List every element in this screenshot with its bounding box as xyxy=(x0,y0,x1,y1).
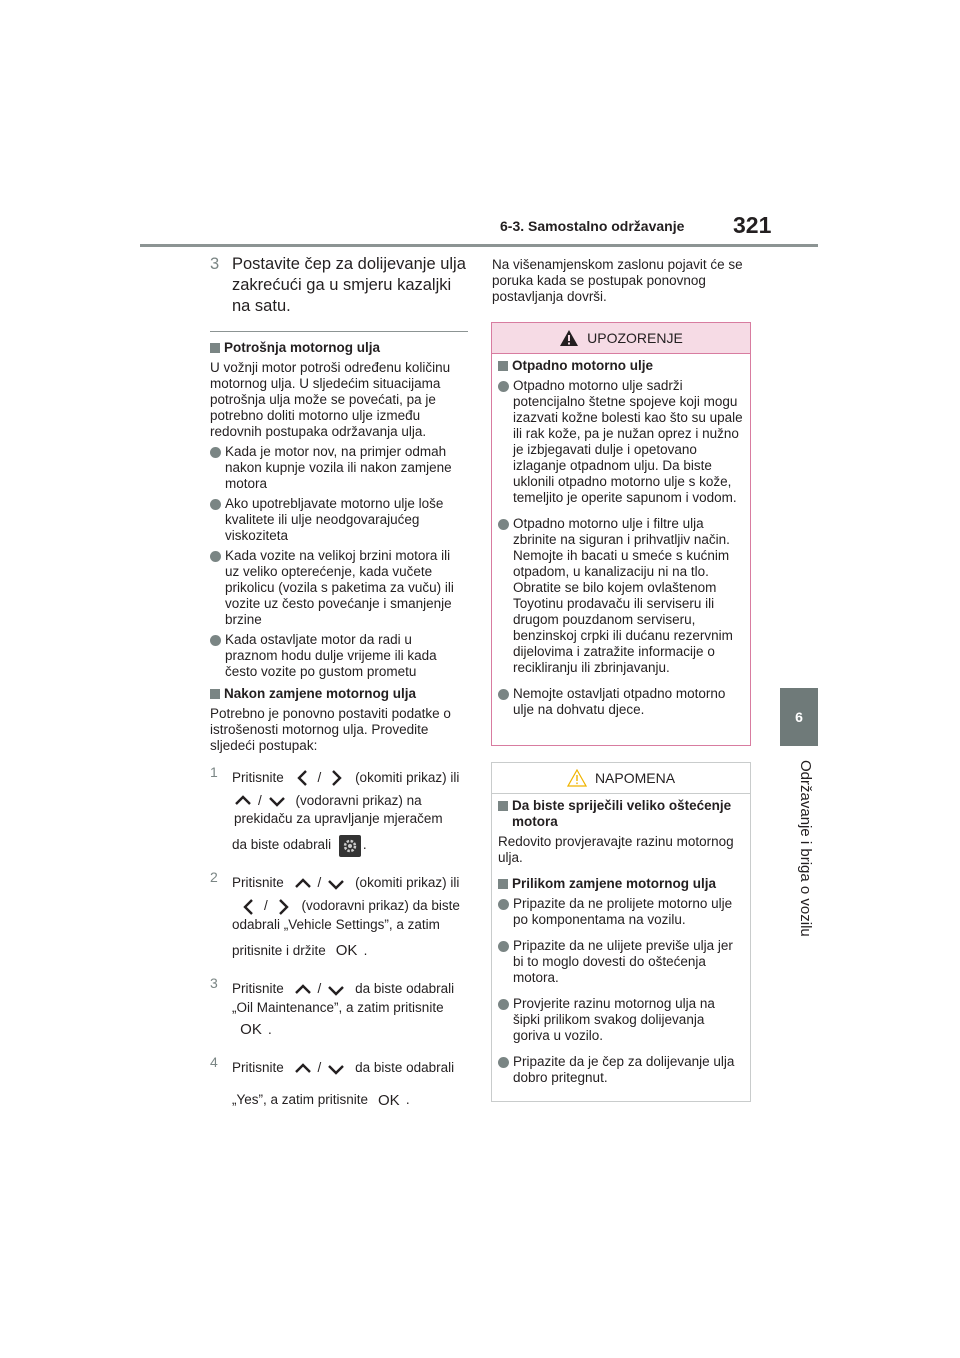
notice-box xyxy=(491,762,751,1102)
ok-icon: OK xyxy=(335,942,358,960)
warning-triangle-icon xyxy=(567,769,587,787)
chevron-up-icon xyxy=(234,792,252,810)
chevron-left-icon xyxy=(294,769,312,787)
left-column xyxy=(210,254,468,1115)
procedure-step-4: 4 Pritisnite / da biste odabrali „Yes”, a zatim pritisnite OK . xyxy=(210,1054,468,1114)
list-item: Otpadno motorno ulje sadrži potencijalno štetne spojeve koji mogu izazvati kožne bolesti kao što su upale ili rak kože, pa je nužan oprez i nužno je izbjegavati dulje i opetovano izlaganje otpadnom ulju. Da biste uklonili otpadno motorno ulje s kože, temeljito je operite sapunom i vodom. xyxy=(498,378,744,506)
chevron-left-icon xyxy=(240,898,258,916)
step-number: 4 xyxy=(210,1054,218,1071)
round-bullet-icon xyxy=(210,499,221,510)
list-item: Kada vozite na velikoj brzini motora ili uz veliko opterećenje, kada vučete prikolicu (vozila s paketima za vuču) ili vozite uz često povećanje i smanjenje brzine xyxy=(210,548,468,628)
square-bullet-icon xyxy=(498,361,508,371)
square-bullet-icon xyxy=(210,343,220,353)
reset-complete-note: Na višenamjenskom zaslonu pojavit će se poruka kada se postupak ponovnog postavljanja dovrši. xyxy=(492,257,743,304)
section-after-change-title: Nakon zamjene motornog ulja xyxy=(210,686,468,702)
procedure-step-2: 2 Pritisnite / (okomiti prikaz) ili / (vodoravni prikaz) da biste odabrali „Vehicle Settings”, a zatim pritisnite i držite OK . xyxy=(210,869,468,965)
square-bullet-icon xyxy=(498,879,508,889)
section-oil-change-title: Prilikom zamjene motornog ulja xyxy=(498,876,744,892)
header-rule xyxy=(140,244,818,247)
divider xyxy=(210,331,468,332)
chapter-tab: 6 xyxy=(780,688,818,746)
list-item: Pripazite da ne ulijete previše ulja jer bi to moglo dovesti do oštećenja motora. xyxy=(498,938,744,986)
square-bullet-icon xyxy=(210,689,220,699)
step-3-fill-cap xyxy=(210,254,468,317)
square-bullet-icon xyxy=(498,801,508,811)
list-item: Ako upotrebljavate motorno ulje loše kvalitete ili ulje neodgovarajućeg viskoziteta xyxy=(210,496,468,544)
warning-box xyxy=(491,322,751,746)
step-number: 3 xyxy=(210,975,218,992)
chevron-down-icon xyxy=(327,1060,345,1078)
chevron-down-icon xyxy=(327,981,345,999)
warning-header: UPOZORENJE xyxy=(492,323,750,354)
chapter-label: Održavanje i briga o vozilu xyxy=(797,760,814,937)
list-item: Provjerite razinu motornog ulja na šipki prilikom svakog dolijevanja goriva u vozilo. xyxy=(498,996,744,1044)
chevron-up-icon xyxy=(294,875,312,893)
chevron-up-icon xyxy=(294,1060,312,1078)
section-waste-oil-title: Otpadno motorno ulje xyxy=(498,358,744,374)
procedure-step-1: 1 Pritisnite / (okomiti prikaz) ili / (vodoravni prikaz) na prekidaču za upravljanje mjeračem da biste odabrali . xyxy=(210,764,468,859)
chevron-down-icon xyxy=(268,792,286,810)
chevron-down-icon xyxy=(327,875,345,893)
ok-icon: OK xyxy=(377,1091,400,1109)
round-bullet-icon xyxy=(498,689,509,700)
section-prevent-damage-title: Da biste spriječili veliko oštećenje motora xyxy=(498,798,744,830)
round-bullet-icon xyxy=(498,519,509,530)
section-title: 6-3. Samostalno održavanje xyxy=(500,218,685,234)
round-bullet-icon xyxy=(210,551,221,562)
list-item: Kada ostavljate motor da radi u praznom hodu dulje vrijeme ili kada često vozite po gustom prometu xyxy=(210,632,468,680)
step-text: Postavite čep za dolijevanje ulja zakrećući ga u smjeru kazaljki na satu. xyxy=(232,255,466,315)
list-item: Pripazite da ne prolijete motorno ulje po komponentama na vozilu. xyxy=(498,896,744,928)
after-change-intro: Potrebno je ponovno postaviti podatke o istrošenosti motornog ulja. Provedite sljedeći postupak: xyxy=(210,706,451,753)
chevron-up-icon xyxy=(294,981,312,999)
round-bullet-icon xyxy=(498,999,509,1010)
step-number: 1 xyxy=(210,764,218,780)
chevron-right-icon xyxy=(274,898,292,916)
round-bullet-icon xyxy=(210,635,221,646)
round-bullet-icon xyxy=(210,447,221,458)
list-item: Pripazite da je čep za dolijevanje ulja dobro pritegnut. xyxy=(498,1054,744,1086)
warning-triangle-icon xyxy=(559,329,579,347)
page-number: 321 xyxy=(733,212,772,238)
round-bullet-icon xyxy=(498,381,509,392)
procedure-step-3: 3 Pritisnite / da biste odabrali „Oil Maintenance”, a zatim pritisnite OK . xyxy=(210,975,468,1044)
chevron-right-icon xyxy=(327,769,345,787)
round-bullet-icon xyxy=(498,899,509,910)
list-item: Kada je motor nov, na primjer odmah nakon kupnje vozila ili nakon zamjene motora xyxy=(210,444,468,492)
notice-header: NAPOMENA xyxy=(492,763,750,794)
round-bullet-icon xyxy=(498,1057,509,1068)
list-item: Nemojte ostavljati otpadno motorno ulje na dohvatu djece. xyxy=(498,686,744,718)
ok-icon: OK xyxy=(240,1021,262,1039)
prevent-damage-text: Redovito provjeravajte razinu motornog ulja. xyxy=(498,834,734,865)
step-number: 2 xyxy=(210,869,218,886)
list-item: Otpadno motorno ulje i filtre ulja zbrinite na siguran i prihvatljiv način. Nemojte ih bacati u smeće s kućnim otpadom, u kanalizaciju ni na tlo. Obratite se bilo kojem ovlaštenom Toyotinu prodavaču ili serviseru ili drugom pouzdanom serviseru, benzinskoj crpki ili dućanu rezervnim dijelovima i zatražite informacije o recikliranju ili zbrinjavanju. xyxy=(498,516,744,676)
section-consumption-title: Potrošnja motornog ulja xyxy=(210,340,468,356)
consumption-intro: U vožnji motor potroši određenu količinu motornog ulja. U sljedećim situacijama potrošnja ulja može se povećati, pa je potrebno doliti motorno ulje između redovnih postupaka održavanja ulja. xyxy=(210,360,451,439)
round-bullet-icon xyxy=(498,941,509,952)
gear-icon xyxy=(339,835,361,857)
step-number: 3 xyxy=(210,255,220,273)
